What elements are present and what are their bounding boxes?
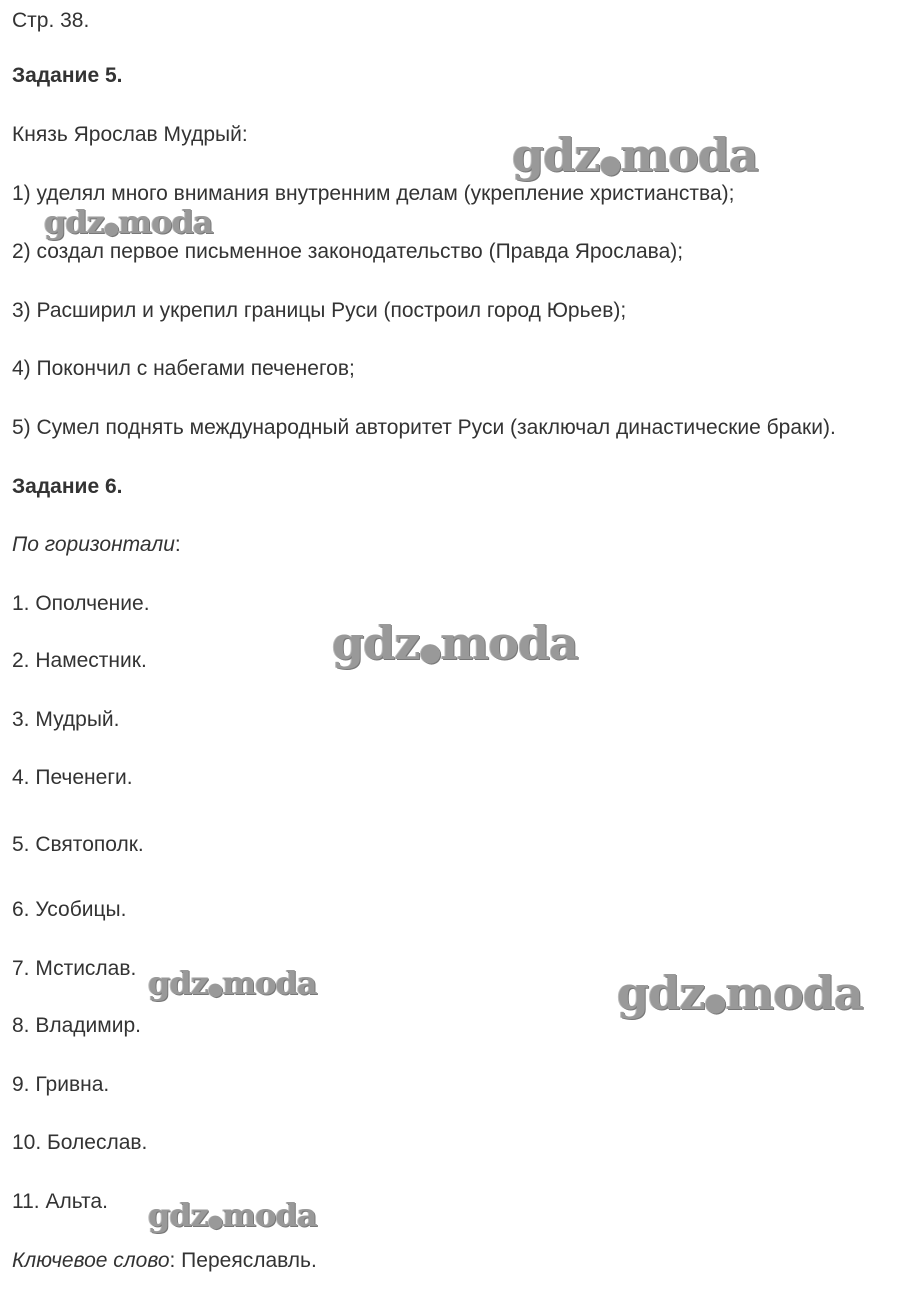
- watermark-logo: gdz●moda: [148, 1196, 317, 1234]
- answer-5: 5. Святополк.: [12, 833, 144, 856]
- watermark-logo: gdz●moda: [617, 966, 863, 1020]
- page-number: Стр. 38.: [12, 9, 90, 32]
- answer-2: 2. Наместник.: [12, 649, 147, 672]
- task5-heading: Задание 5.: [12, 64, 123, 87]
- answer-7: 7. Мстислав.: [12, 957, 137, 980]
- task6-heading: Задание 6.: [12, 475, 123, 498]
- keyword-label: Ключевое слово: [12, 1249, 170, 1272]
- answer-9: 9. Гривна.: [12, 1073, 110, 1096]
- answer-8: 8. Владимир.: [12, 1014, 141, 1037]
- across-label-colon: :: [174, 533, 181, 556]
- task5-intro: Князь Ярослав Мудрый:: [12, 123, 248, 146]
- answer-3: 3. Мудрый.: [12, 708, 120, 731]
- keyword-line: [12, 1248, 317, 1274]
- answer-11: 11. Альта.: [12, 1190, 108, 1213]
- watermark-logo: gdz●moda: [512, 128, 758, 182]
- answer-1: 1. Ополчение.: [12, 592, 150, 615]
- answer-6: 6. Усобицы.: [12, 898, 127, 921]
- watermark-logo: gdz●moda: [148, 964, 317, 1002]
- task5-item-5: 5) Сумел поднять международный авторитет Руси (заключал династические браки).: [12, 416, 836, 439]
- task5-item-4: 4) Покончил с набегами печенегов;: [12, 357, 355, 380]
- task6-across-label: [12, 532, 181, 558]
- across-label-text: По горизонтали: [12, 533, 175, 556]
- task5-item-3: 3) Расширил и укрепил границы Руси (построил город Юрьев);: [12, 299, 627, 322]
- watermark-logo: gdz●moda: [332, 616, 578, 670]
- task5-item-2: 2) создал первое письменное законодательство (Правда Ярослава);: [12, 240, 684, 263]
- answer-10: 10. Болеслав.: [12, 1131, 148, 1154]
- answer-4: 4. Печенеги.: [12, 766, 133, 789]
- keyword-value: : Переяславль.: [169, 1249, 317, 1272]
- task5-item-1: 1) уделял много внимания внутренним делам (укрепление христианства);: [12, 182, 735, 205]
- watermark-logo: gdz●moda: [44, 203, 213, 241]
